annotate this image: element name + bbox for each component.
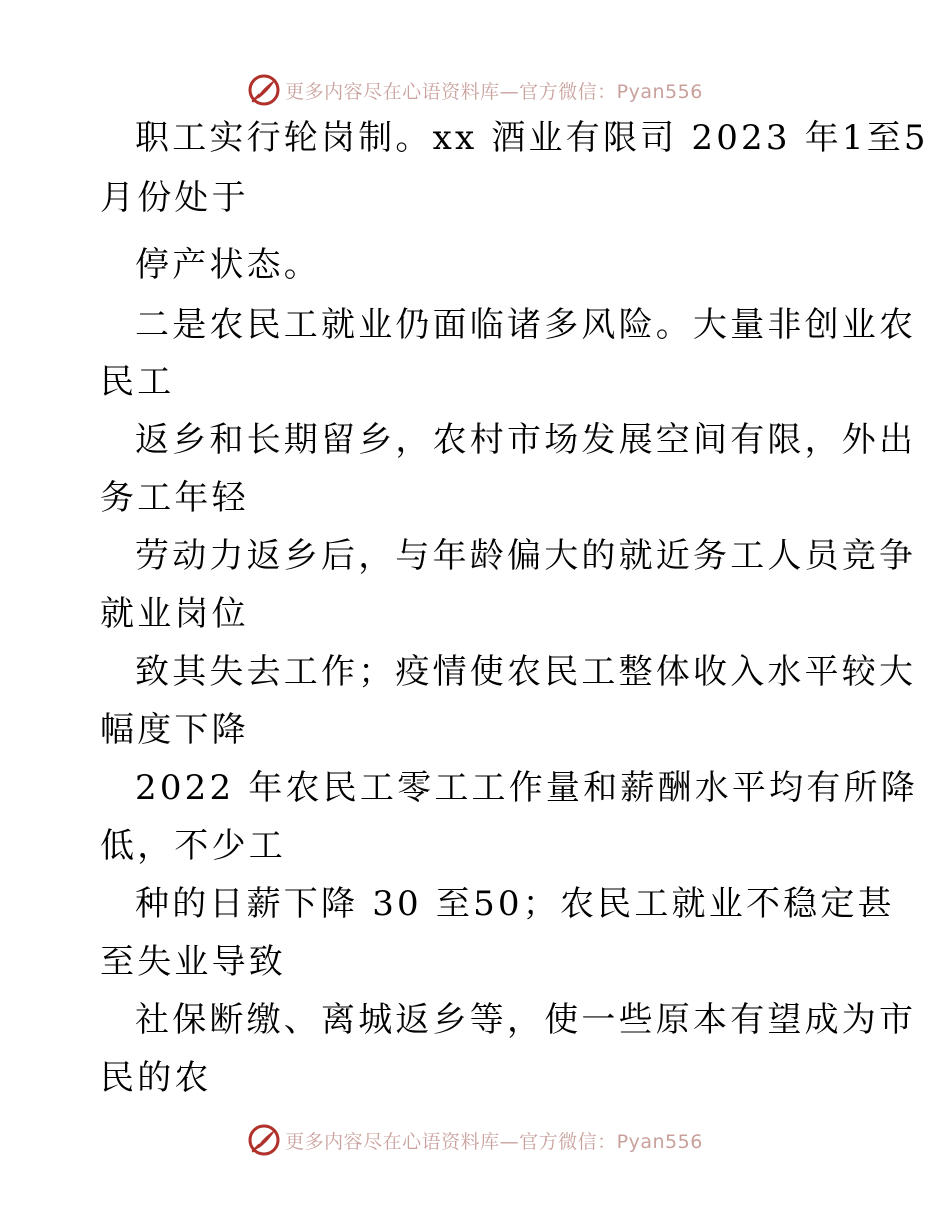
text-line: 社保断缴、离城返乡等，使一些原本有望成为市 <box>135 1000 917 1040</box>
text-line: 月份处于 <box>100 178 249 218</box>
text-line: 职工实行轮岗制。xx 酒业有限司 2023 年1至5 <box>135 118 929 158</box>
text-line: 劳动力返乡后，与年龄偏大的就近务工人员竞争 <box>135 536 917 576</box>
text-line: 低，不少工 <box>100 826 286 866</box>
feather-pen-logo-icon <box>247 73 281 107</box>
text-line: 种的日薪下降 30 至50；农民工就业不稳定甚 <box>135 884 895 924</box>
footer-watermark <box>0 1120 950 1160</box>
text-line: 民的农 <box>100 1058 212 1098</box>
feather-pen-logo-icon <box>247 1123 281 1157</box>
text-line: 致其失去工作；疫情使农民工整体收入水平较大 <box>135 652 917 692</box>
text-line: 民工 <box>100 362 175 402</box>
text-line: 幅度下降 <box>100 710 249 750</box>
text-line: 停产状态。 <box>135 245 321 285</box>
text-line: 2022 年农民工零工工作量和薪酬水平均有所降 <box>135 768 918 808</box>
text-line: 返乡和长期留乡，农村市场发展空间有限，外出 <box>135 420 917 460</box>
text-line: 务工年轻 <box>100 478 249 518</box>
watermark-text: 更多内容尽在心语资料库—官方微信：Pyan556 <box>285 1130 703 1153</box>
watermark-text: 更多内容尽在心语资料库—官方微信：Pyan556 <box>285 80 703 103</box>
text-line: 二是农民工就业仍面临诸多风险。大量非创业农 <box>135 305 917 345</box>
text-line: 至失业导致 <box>100 942 286 982</box>
text-line: 就业岗位 <box>100 594 249 634</box>
header-watermark <box>0 70 950 110</box>
